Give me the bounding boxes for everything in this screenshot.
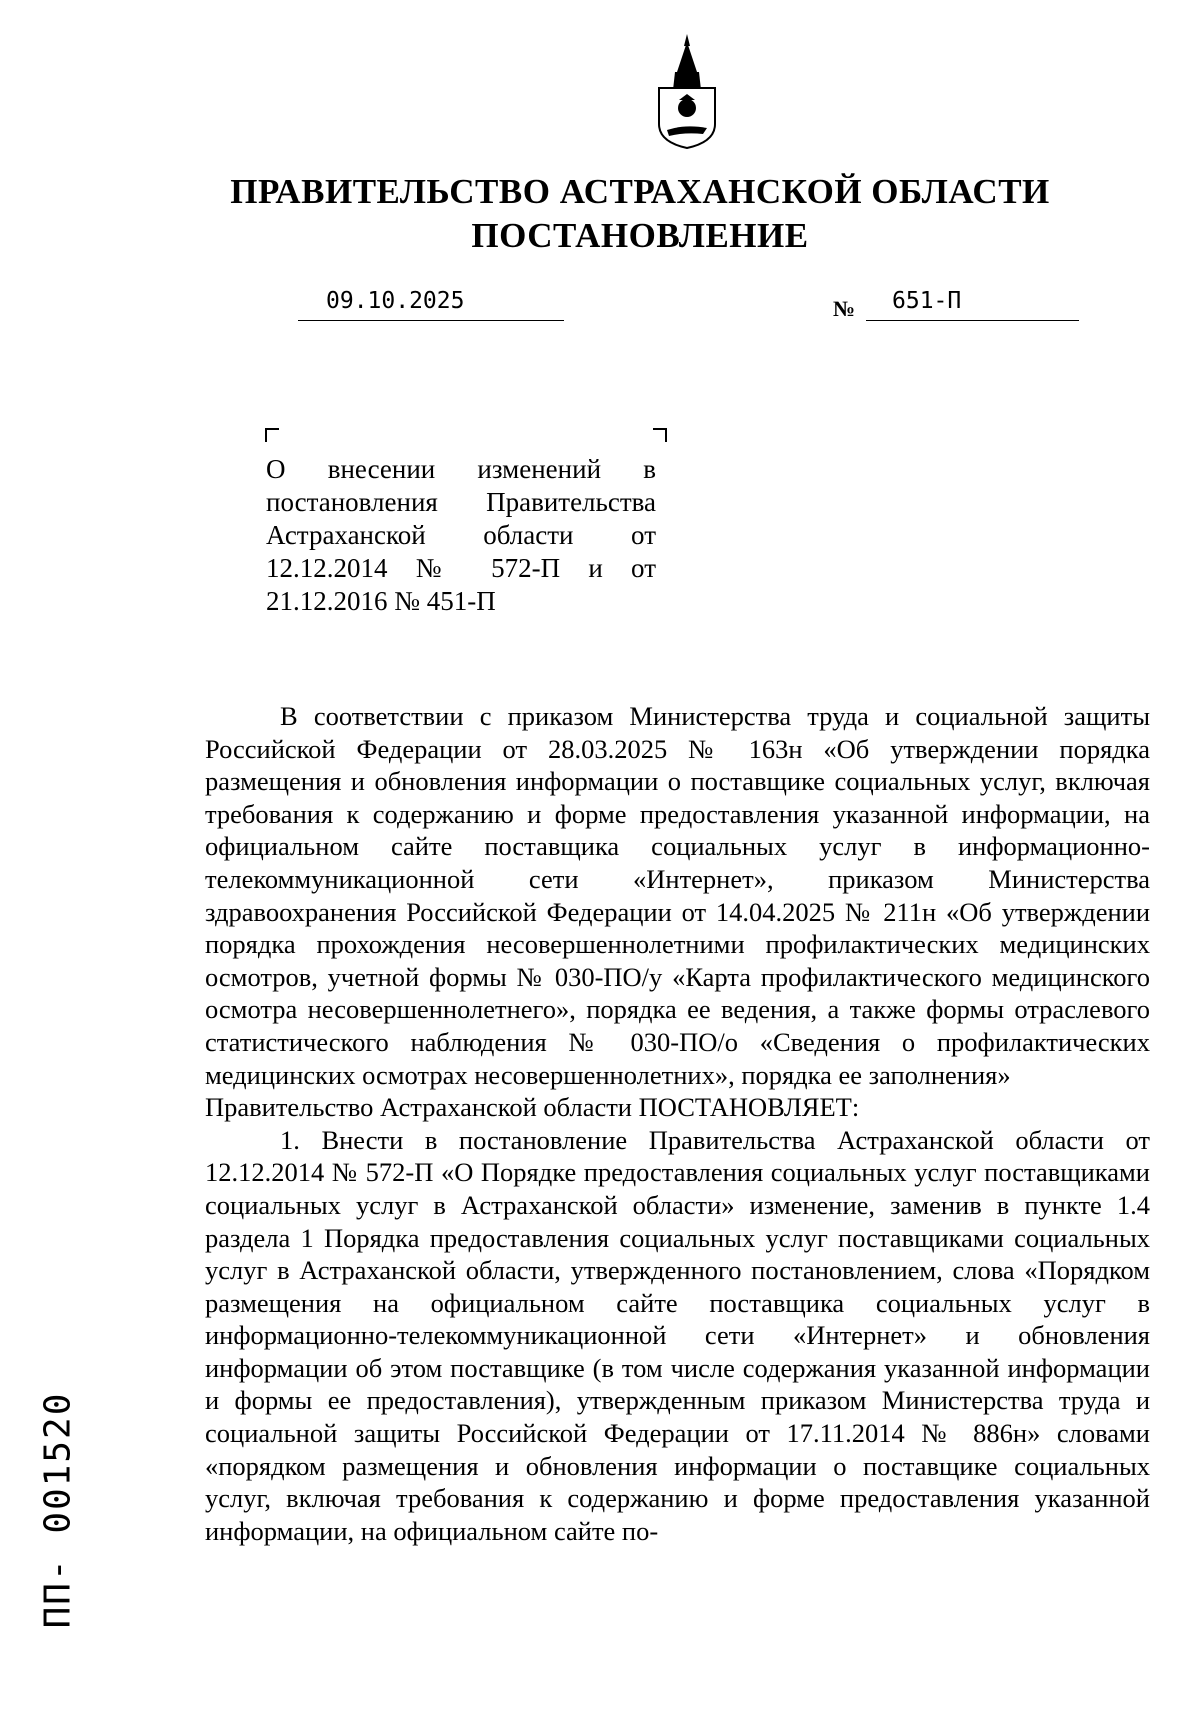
item-1-paragraph: 1. Внести в постановление Правительства Астраханской области от 12.12.2014 № 572-П «О Порядке предоставления социальных услуг поставщиками социальных услуг в Астраханской области» изменение, заменив в пункте 1.4 раздела 1 Порядка предоставления социальных услуг поставщиками социальных услуг в Астраханской области, утвержденного постановлением, слова «Порядком размещения на официальном сайте поставщика социальных услуг в информационно-телекоммуникационной сети «Интернет» и обновления информации об этом поставщике (в том числе содержания указанной информации и формы ее предоставления), утвержденным приказом Министерства труда и социальной защиты Российской Федерации от 17.11.2014 № 886н» словами «порядком размещения и обновления информации о поставщике социальных услуг, включая требования к содержанию и форме предоставления указанной информации, на официальном сайте по-	[205, 1124, 1150, 1546]
document-number: 651-П	[892, 288, 962, 314]
document-header	[0, 170, 1200, 258]
document-subject: О внесении изменений в постановления Правительства Астраханской области от 12.12.2014 № 572-П и от 21.12.2016 № 451-П	[266, 454, 656, 616]
resolution-line: Правительство Астраханской области ПОСТАНОВЛЯЕТ:	[205, 1092, 860, 1123]
registration-number: ПП- 001520	[37, 1391, 79, 1629]
date-field	[298, 290, 564, 321]
document-date: 09.10.2025	[326, 288, 465, 314]
side-registration-mark	[38, 1340, 78, 1680]
subject-corner-right	[653, 428, 667, 442]
document-type-title: ПОСТАНОВЛЕНИЕ	[471, 216, 809, 255]
preamble-paragraph: В соответствии с приказом Министерства труда и социальной защиты Российской Федерации от 28.03.2025 № 163н «Об утверждении порядка размещения и обновления информации о поставщике социальных услуг, включая требования к содержанию и форме предоставления указанной информации, на официальном сайте поставщика социальных услуг в информационно-телекоммуникационной сети «Интернет», приказом Министерства здравоохранения Российской Федерации от 14.04.2025 № 211н «Об утверждении порядка прохождения несовершеннолетними профилактических медицинских осмотров, учетной формы № 030-ПО/у «Карта профилактического медицинского осмотра несовершеннолетнего», порядка ее ведения, а также формы отраслевого статистического наблюдения № 030-ПО/о «Сведения о профилактических медицинских осмотрах несовершеннолетних», порядка ее заполнения»	[205, 701, 1150, 1090]
coat-of-arms-emblem	[655, 32, 719, 152]
number-field	[866, 290, 1079, 321]
organization-title: ПРАВИТЕЛЬСТВО АСТРАХАНСКОЙ ОБЛАСТИ	[230, 172, 1050, 211]
number-sign: №	[833, 296, 856, 321]
document-body	[205, 700, 1150, 1547]
subject-corner-left	[265, 428, 279, 442]
